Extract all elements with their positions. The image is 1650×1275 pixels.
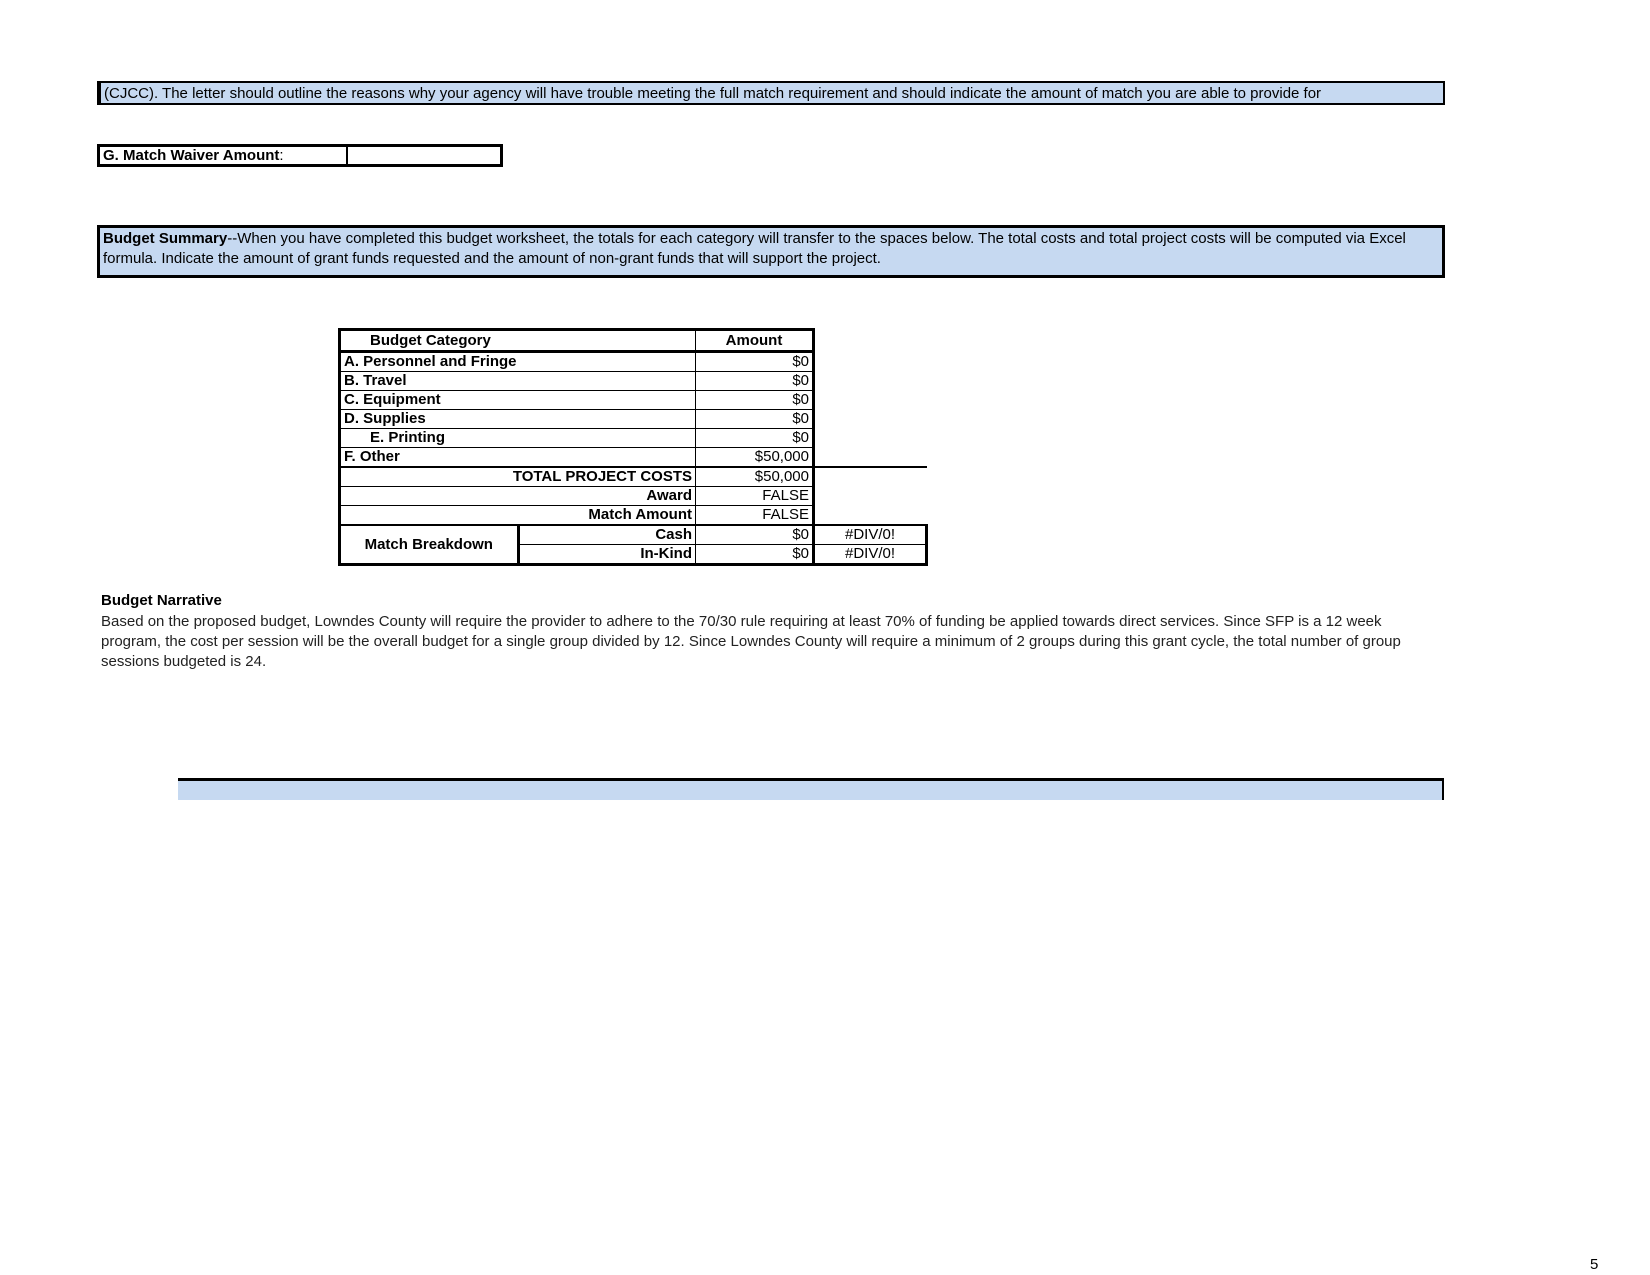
table-row xyxy=(340,372,927,391)
category-cell: A. Personnel and Fringe xyxy=(340,352,696,372)
cash-label: Cash xyxy=(518,525,695,545)
budget-narrative-title: Budget Narrative xyxy=(101,592,222,609)
category-cell: F. Other xyxy=(340,448,696,468)
total-amount: $50,000 xyxy=(696,467,814,487)
amount-cell[interactable]: $0 xyxy=(696,429,814,448)
match-waiver-label xyxy=(100,147,348,164)
cash-amount: $0 xyxy=(696,525,814,545)
budget-narrative-text: Based on the proposed budget, Lowndes County will require the provider to adhere to the 70/30 rule requiring at least 70% of funding be applied towards direct services. Since SFP is a 12 week program, the cost per session will be the overall budget for a single group divided by 12. Since Lowndes County will require a minimum of 2 groups during this grant cycle, the total number of group sessions budgeted is 24. xyxy=(101,613,1401,670)
table-header-row xyxy=(340,330,927,352)
in-kind-percent: #DIV/0! xyxy=(814,545,927,565)
match-amount-value: FALSE xyxy=(696,506,814,526)
cjcc-letter-text: (CJCC). The letter should outline the reasons why your agency will have trouble meeting the full match requirement and should indicate the amount of match you are able to provide for xyxy=(104,85,1322,102)
match-amount-label: Match Amount xyxy=(340,506,696,526)
match-breakdown-label: Match Breakdown xyxy=(340,525,519,565)
in-kind-amount: $0 xyxy=(696,545,814,565)
header-budget-category: Budget Category xyxy=(340,330,696,352)
total-label: TOTAL PROJECT COSTS xyxy=(340,467,696,487)
category-cell: D. Supplies xyxy=(340,410,696,429)
total-project-costs-row xyxy=(340,467,927,487)
category-cell: E. Printing xyxy=(340,429,696,448)
table-row xyxy=(340,391,927,410)
table-row xyxy=(340,410,927,429)
match-waiver-amount-row xyxy=(97,144,503,167)
budget-summary-text: --When you have completed this budget worksheet, the totals for each category will transfer to the spaces below. The total costs and total project costs will be computed via Excel formula. Indicate the amount of grant funds requested and the amount of non-grant funds that will support the project. xyxy=(103,230,1406,267)
amount-cell[interactable]: $0 xyxy=(696,410,814,429)
budget-summary-title: Budget Summary xyxy=(103,230,228,247)
blank-banner-bar xyxy=(178,778,1444,800)
category-cell: C. Equipment xyxy=(340,391,696,410)
in-kind-label: In-Kind xyxy=(518,545,695,565)
match-waiver-amount-field[interactable] xyxy=(348,147,500,164)
table-row xyxy=(340,429,927,448)
table-row xyxy=(340,448,927,468)
cash-percent: #DIV/0! xyxy=(814,525,927,545)
amount-cell[interactable]: $0 xyxy=(696,391,814,410)
budget-summary-table xyxy=(338,328,928,566)
budget-summary-banner xyxy=(97,225,1445,278)
match-waiver-label-bold: G. Match Waiver Amount xyxy=(103,147,280,164)
header-amount: Amount xyxy=(696,330,814,352)
page-number: 5 xyxy=(1590,1256,1599,1273)
award-amount: FALSE xyxy=(696,487,814,506)
cjcc-letter-banner xyxy=(97,81,1445,105)
award-label: Award xyxy=(340,487,696,506)
match-breakdown-cash-row xyxy=(340,525,927,545)
award-row xyxy=(340,487,927,506)
table-row xyxy=(340,352,927,372)
category-cell: B. Travel xyxy=(340,372,696,391)
amount-cell[interactable]: $50,000 xyxy=(696,448,814,468)
amount-cell[interactable]: $0 xyxy=(696,352,814,372)
amount-cell[interactable]: $0 xyxy=(696,372,814,391)
match-amount-row xyxy=(340,506,927,526)
match-waiver-label-suffix: : xyxy=(279,147,284,164)
